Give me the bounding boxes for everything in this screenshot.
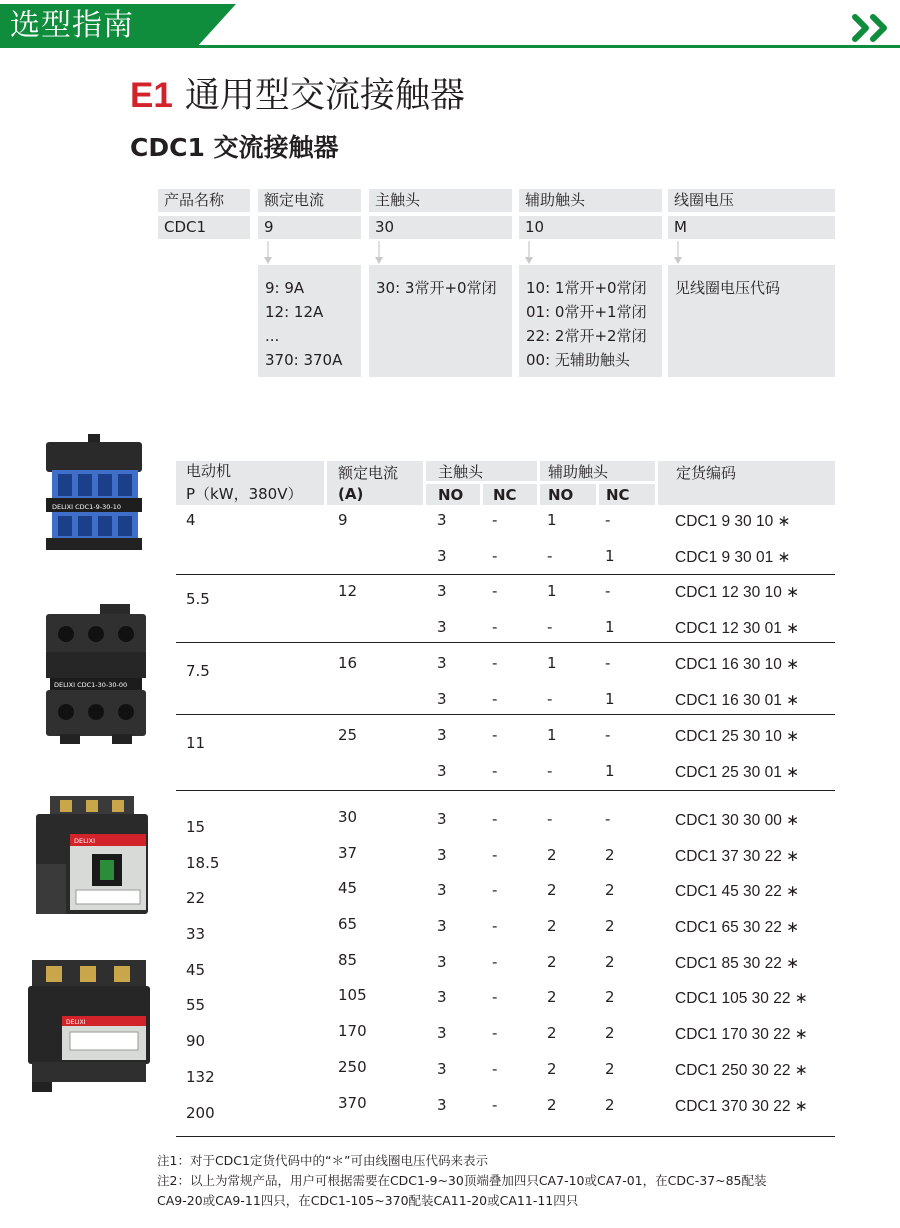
aux-nc-cell: - <box>605 582 611 600</box>
main-nc-cell: - <box>492 846 498 864</box>
selection-column-label: 产品名称 <box>158 189 250 212</box>
rated-current-cell: 65 <box>338 915 358 933</box>
group-divider <box>176 714 835 715</box>
aux-nc-cell: - <box>605 511 611 529</box>
aux-nc-cell: 2 <box>605 1024 615 1042</box>
header-main-contact: 主触头 <box>438 463 484 481</box>
motor-power-cell: 5.5 <box>186 590 210 608</box>
section-tab-slant <box>196 4 236 48</box>
aux-no-cell: 2 <box>547 846 557 864</box>
aux-nc-cell: 2 <box>605 881 615 899</box>
main-nc-cell: - <box>492 988 498 1006</box>
aux-no-cell: 2 <box>547 953 557 971</box>
order-code-cell: CDC1 105 30 22 ∗ <box>675 990 808 1007</box>
header-order-code: 定货编码 <box>676 464 737 482</box>
rated-current-cell: 37 <box>338 844 358 862</box>
svg-text:DELIXI: DELIXI <box>74 837 96 845</box>
order-code-cell: CDC1 45 30 22 ∗ <box>675 883 800 900</box>
main-no-cell: 3 <box>437 1024 447 1042</box>
main-nc-cell: - <box>492 690 498 708</box>
main-no-cell: 3 <box>437 953 447 971</box>
group-divider <box>176 642 835 643</box>
aux-no-cell: - <box>547 690 553 708</box>
arrow-down-icon <box>262 241 274 265</box>
svg-text:DELIXI CDC1-9-30-10: DELIXI CDC1-9-30-10 <box>52 503 122 511</box>
svg-text:DELIXI CDC1-30-30-00: DELIXI CDC1-30-30-00 <box>54 681 128 689</box>
aux-nc-cell: 2 <box>605 1060 615 1078</box>
aux-nc-cell: 2 <box>605 953 615 971</box>
aux-no-cell: 2 <box>547 917 557 935</box>
rated-current-cell: 16 <box>338 654 358 672</box>
footnote-line: CA9-20或CA9-11四只，在CDC1-105~370配装CA11-20或CA11-11四只 <box>157 1193 579 1208</box>
selection-detail-line: 01: 0常开+1常闭 <box>526 303 647 321</box>
aux-nc-cell: 1 <box>605 762 615 780</box>
contactor-medium-image <box>40 600 152 750</box>
main-no-cell: 3 <box>437 1096 447 1114</box>
motor-power-cell: 15 <box>186 818 206 836</box>
header-motor-line1: 电动机 <box>186 462 232 480</box>
aux-no-cell: 1 <box>547 511 557 529</box>
footnote-line: 注1：对于CDC1定货代码中的“＊”可由线圈电压代码来表示 <box>157 1153 488 1168</box>
main-nc-cell: - <box>492 762 498 780</box>
selection-column-label: 主触头 <box>369 189 512 212</box>
motor-power-cell: 90 <box>186 1032 206 1050</box>
aux-no-cell: 2 <box>547 1096 557 1114</box>
header-motor-line2: P（kW，380V） <box>186 485 303 503</box>
selection-detail-line: 370: 370A <box>265 351 343 369</box>
aux-no-cell: - <box>547 618 553 636</box>
selection-detail-line: 00: 无辅助触头 <box>526 351 630 369</box>
main-no-cell: 3 <box>437 547 447 565</box>
selection-column-code: CDC1 <box>158 216 250 239</box>
double-chevron-right-icon[interactable] <box>852 14 892 42</box>
main-no-cell: 3 <box>437 654 447 672</box>
group-divider <box>176 790 835 791</box>
aux-no-cell: - <box>547 547 553 565</box>
group-divider <box>176 574 835 575</box>
motor-power-cell: 132 <box>186 1068 215 1086</box>
main-nc-cell: - <box>492 726 498 744</box>
header-aux-contact: 辅助触头 <box>548 463 609 481</box>
header-main-nc: NC <box>493 486 517 504</box>
motor-power-cell: 11 <box>186 734 206 752</box>
order-code-cell: CDC1 85 30 22 ∗ <box>675 955 800 972</box>
selection-detail-box <box>519 265 662 377</box>
header-current-line2: (A) <box>338 485 364 503</box>
selection-column-code: 10 <box>519 216 662 239</box>
selection-column-label: 额定电流 <box>258 189 361 212</box>
aux-nc-cell: 1 <box>605 618 615 636</box>
order-code-cell: CDC1 9 30 10 ∗ <box>675 513 791 530</box>
main-nc-cell: - <box>492 654 498 672</box>
aux-no-cell: 1 <box>547 654 557 672</box>
order-code-cell: CDC1 37 30 22 ∗ <box>675 848 800 865</box>
selection-column-code: 9 <box>258 216 361 239</box>
svg-text:DELIXI: DELIXI <box>66 1019 86 1026</box>
main-no-cell: 3 <box>437 690 447 708</box>
main-nc-cell: - <box>492 917 498 935</box>
selection-detail-line: 见线圈电压代码 <box>675 279 781 297</box>
arrow-down-icon <box>373 241 385 265</box>
main-nc-cell: - <box>492 1024 498 1042</box>
selection-column-label: 辅助触头 <box>519 189 662 212</box>
motor-power-cell: 18.5 <box>186 854 220 872</box>
aux-nc-cell: 1 <box>605 547 615 565</box>
main-no-cell: 3 <box>437 810 447 828</box>
main-nc-cell: - <box>492 547 498 565</box>
selection-detail-box <box>668 265 835 377</box>
order-code-cell: CDC1 250 30 22 ∗ <box>675 1062 808 1079</box>
selection-detail-line: ... <box>265 327 280 345</box>
selection-detail-line: 10: 1常开+0常闭 <box>526 279 647 297</box>
main-nc-cell: - <box>492 511 498 529</box>
order-code-cell: CDC1 65 30 22 ∗ <box>675 919 800 936</box>
section-header <box>0 0 900 48</box>
footnote-line: 注2：以上为常规产品，用户可根据需要在CDC1-9~30顶端叠加四只CA7-10或CA7-01，在CDC-37~85配装 <box>157 1173 767 1188</box>
page-title <box>130 74 465 118</box>
order-code-cell: CDC1 370 30 22 ∗ <box>675 1098 808 1115</box>
aux-nc-cell: - <box>605 810 611 828</box>
section-title: 选型指南 <box>10 8 134 43</box>
main-nc-cell: - <box>492 618 498 636</box>
aux-no-cell: 1 <box>547 726 557 744</box>
header-current-line1: 额定电流 <box>338 464 399 482</box>
arrow-down-icon <box>672 241 684 265</box>
rated-current-cell: 85 <box>338 951 358 969</box>
selection-detail-box <box>369 265 512 377</box>
series-name: 通用型交流接触器 <box>184 76 465 116</box>
table-bottom-rule <box>176 1136 835 1137</box>
contactor-large-red-panel-image <box>30 794 154 922</box>
header-main-no: NO <box>438 486 464 504</box>
aux-no-cell: - <box>547 762 553 780</box>
aux-no-cell: - <box>547 810 553 828</box>
rated-current-cell: 45 <box>338 879 358 897</box>
main-no-cell: 3 <box>437 511 447 529</box>
motor-power-cell: 200 <box>186 1104 215 1122</box>
main-no-cell: 3 <box>437 988 447 1006</box>
order-code-cell: CDC1 170 30 22 ∗ <box>675 1026 808 1043</box>
aux-no-cell: 2 <box>547 1024 557 1042</box>
selection-column-code: 30 <box>369 216 512 239</box>
selection-column-label: 线圈电压 <box>668 189 835 212</box>
order-code-cell: CDC1 30 30 00 ∗ <box>675 812 800 829</box>
order-code-cell: CDC1 9 30 01 ∗ <box>675 549 791 566</box>
order-code-cell: CDC1 16 30 01 ∗ <box>675 692 800 709</box>
motor-power-cell: 55 <box>186 996 206 1014</box>
selection-detail-line: 12: 12A <box>265 303 324 321</box>
series-code: E1 <box>130 76 173 115</box>
main-no-cell: 3 <box>437 917 447 935</box>
main-nc-cell: - <box>492 810 498 828</box>
motor-power-cell: 7.5 <box>186 662 210 680</box>
aux-nc-cell: 1 <box>605 690 615 708</box>
order-code-cell: CDC1 25 30 10 ∗ <box>675 728 800 745</box>
aux-no-cell: 1 <box>547 582 557 600</box>
main-nc-cell: - <box>492 881 498 899</box>
main-nc-cell: - <box>492 1096 498 1114</box>
motor-power-cell: 4 <box>186 511 196 529</box>
main-nc-cell: - <box>492 1060 498 1078</box>
rated-current-cell: 105 <box>338 986 367 1004</box>
selection-detail-box <box>258 265 361 377</box>
main-no-cell: 3 <box>437 762 447 780</box>
selection-column-code: M <box>668 216 835 239</box>
aux-nc-cell: 2 <box>605 846 615 864</box>
product-subtitle: CDC1 交流接触器 <box>130 133 339 162</box>
aux-nc-cell: 2 <box>605 1096 615 1114</box>
motor-power-cell: 45 <box>186 961 206 979</box>
rated-current-cell: 250 <box>338 1058 367 1076</box>
main-no-cell: 3 <box>437 1060 447 1078</box>
selection-detail-line: 9: 9A <box>265 279 305 297</box>
contactor-small-blue-image <box>38 432 150 554</box>
contactor-xlarge-image <box>26 956 152 1094</box>
aux-nc-cell: - <box>605 726 611 744</box>
main-nc-cell: - <box>492 953 498 971</box>
rated-current-cell: 9 <box>338 511 348 529</box>
aux-nc-cell: 2 <box>605 917 615 935</box>
footnotes <box>157 1151 767 1211</box>
main-no-cell: 3 <box>437 582 447 600</box>
aux-nc-cell: - <box>605 654 611 672</box>
table-row <box>0 1094 900 1130</box>
main-nc-cell: - <box>492 582 498 600</box>
arrow-down-icon <box>523 241 535 265</box>
selection-detail-line: 30: 3常开+0常闭 <box>376 279 497 297</box>
rated-current-cell: 170 <box>338 1022 367 1040</box>
header-rule <box>196 45 900 48</box>
selection-detail-line: 22: 2常开+2常闭 <box>526 327 647 345</box>
rated-current-cell: 12 <box>338 582 358 600</box>
order-code-cell: CDC1 25 30 01 ∗ <box>675 764 800 781</box>
rated-current-cell: 30 <box>338 808 358 826</box>
rated-current-cell: 25 <box>338 726 358 744</box>
aux-no-cell: 2 <box>547 1060 557 1078</box>
order-code-cell: CDC1 12 30 10 ∗ <box>675 584 800 601</box>
motor-power-cell: 22 <box>186 889 206 907</box>
rated-current-cell: 370 <box>338 1094 367 1112</box>
main-no-cell: 3 <box>437 726 447 744</box>
order-code-cell: CDC1 12 30 01 ∗ <box>675 620 800 637</box>
header-aux-nc: NC <box>606 486 630 504</box>
main-no-cell: 3 <box>437 881 447 899</box>
header-aux-no: NO <box>548 486 574 504</box>
motor-power-cell: 33 <box>186 925 206 943</box>
order-code-cell: CDC1 16 30 10 ∗ <box>675 656 800 673</box>
aux-no-cell: 2 <box>547 988 557 1006</box>
aux-no-cell: 2 <box>547 881 557 899</box>
aux-nc-cell: 2 <box>605 988 615 1006</box>
main-no-cell: 3 <box>437 846 447 864</box>
main-no-cell: 3 <box>437 618 447 636</box>
